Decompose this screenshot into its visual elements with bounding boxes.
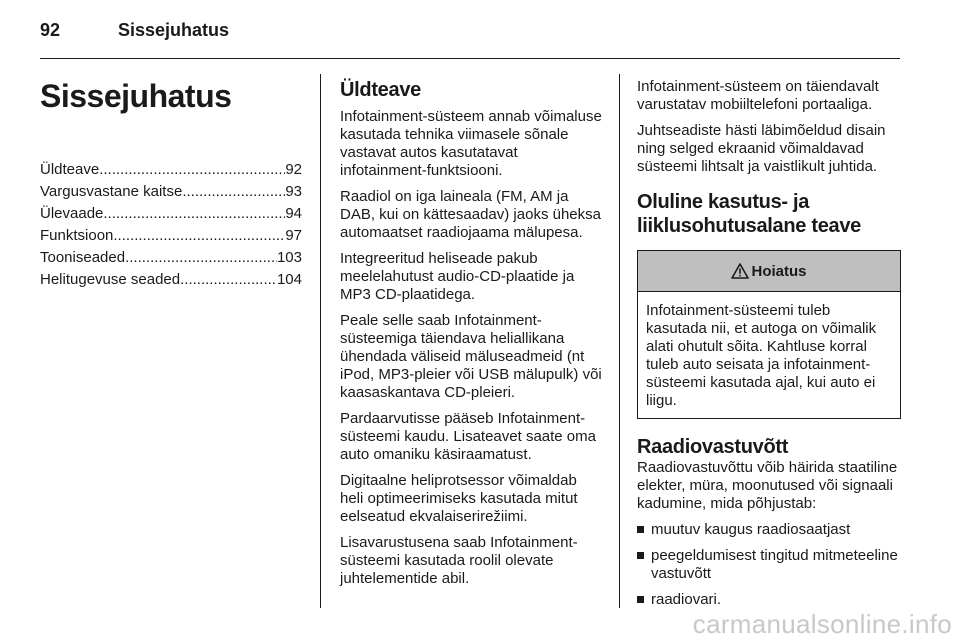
general-info-column — [340, 78, 602, 596]
column-divider-1 — [320, 74, 321, 608]
toc-item-tooniseaded[interactable] — [40, 247, 302, 269]
toc-label: Tooniseaded — [40, 249, 126, 266]
page-number: 92 — [40, 20, 61, 40]
paragraph: Infotainment-süsteem on täiendavalt varustatav mobiiltelefoni portaaliga. — [637, 78, 879, 113]
toc-label: Funktsioon — [40, 227, 114, 244]
toc-leader — [103, 203, 285, 225]
toc-page: 103 — [276, 249, 302, 266]
header-rule — [40, 58, 900, 59]
toc-leader — [182, 181, 285, 203]
chapter-title: Sissejuhatus — [40, 78, 232, 114]
toc-label: Üldteave — [40, 161, 100, 178]
page-header — [40, 20, 229, 41]
toc-page: 94 — [285, 205, 302, 222]
paragraph: Digitaalne heliprotsessor võimaldab heli optimeerimiseks kasutada mitut eelseatud ekvalaiserirežiimi. — [340, 472, 578, 525]
table-of-contents — [40, 159, 302, 291]
toc-item-funktsioon[interactable] — [40, 225, 302, 247]
toc-label: Ülevaade — [40, 205, 104, 222]
paragraph: Raadiol on iga laineala (FM, AM ja DAB, kui on kättesaadav) jaoks üheksa automaatset raadiojaama mälupesa. — [340, 188, 601, 241]
list-item: peegeldumisest tingitud mitmeteeline vastuvõtt — [637, 547, 901, 583]
toc-leader — [99, 159, 285, 181]
radio-heading: Raadiovastuvõtt — [637, 436, 789, 458]
bullet-list — [637, 521, 901, 609]
column-divider-2 — [619, 74, 620, 608]
header-section-title: Sissejuhatus — [118, 20, 230, 40]
paragraph: Peale selle saab Infotainment-süsteemiga täiendava heliallikana ühendada väliseid mäluseadmeid (nt iPod, MP3-pleier või USB mälupulk) või kaasaskantava CD-pleieri. — [340, 312, 602, 401]
watermark: carmanualsonline.info — [692, 609, 952, 639]
toc-leader — [113, 225, 285, 247]
toc-item-helitugevuse-seaded[interactable] — [40, 269, 302, 291]
toc-item-vargusvastane-kaitse[interactable] — [40, 181, 302, 203]
toc-page: 92 — [285, 161, 302, 178]
toc-item-ulevaade[interactable] — [40, 203, 302, 225]
toc-leader — [125, 247, 277, 269]
warning-triangle-icon — [731, 263, 749, 279]
toc-page: 93 — [285, 183, 302, 200]
toc-label: Vargusvastane kaitse — [40, 183, 183, 200]
general-heading: Üldteave — [340, 79, 421, 101]
paragraph: Raadiovastuvõttu võib häirida staatiline elekter, müra, moonutused või signaali kadumine, mida põhjustab: — [637, 459, 898, 512]
safety-column — [637, 78, 901, 617]
list-item: muutuv kaugus raadiosaatjast — [637, 521, 901, 539]
safety-heading: Oluline kasutus- ja liiklusohutusalane teave — [637, 191, 861, 237]
toc-column — [40, 78, 302, 291]
paragraph: Lisavarustusena saab Infotainment-süsteemi kasutada roolil olevate juhtelementide abil. — [340, 534, 578, 587]
paragraph: Juhtseadiste hästi läbimõeldud disain ning selged ekraanid võimaldavad süsteemi lihtsalt ja vaistlikult juhtida. — [637, 122, 886, 175]
paragraph: Infotainment-süsteem annab võimaluse kasutada tehnika viimasele sõnale vastavat autos kasutatavat infotainment-funktsiooni. — [340, 108, 602, 179]
toc-page: 104 — [276, 271, 302, 288]
warning-header — [638, 251, 900, 292]
paragraph: Integreeritud heliseade pakub meelelahutust audio-CD-plaatide ja MP3 CD-plaatidega. — [340, 250, 575, 303]
warning-box — [637, 250, 901, 419]
warning-title: Hoiatus — [751, 262, 807, 280]
warning-text: Infotainment-süsteemi tuleb kasutada nii, et autoga on võimalik alati ohutult sõita. Kahtluse korral tuleb auto seisata ja infotainment-süsteemi kasutada ajal, kui auto ei liigu. — [646, 302, 877, 409]
toc-page: 97 — [285, 227, 302, 244]
toc-item-uldteave[interactable] — [40, 159, 302, 181]
toc-leader — [180, 269, 277, 291]
toc-label: Helitugevuse seaded — [40, 271, 181, 288]
paragraph: Pardaarvutisse pääseb Infotainment-süsteemi kaudu. Lisateavet saate oma auto omaniku käsiraamatust. — [340, 410, 596, 463]
list-item: raadiovari. — [637, 591, 901, 609]
